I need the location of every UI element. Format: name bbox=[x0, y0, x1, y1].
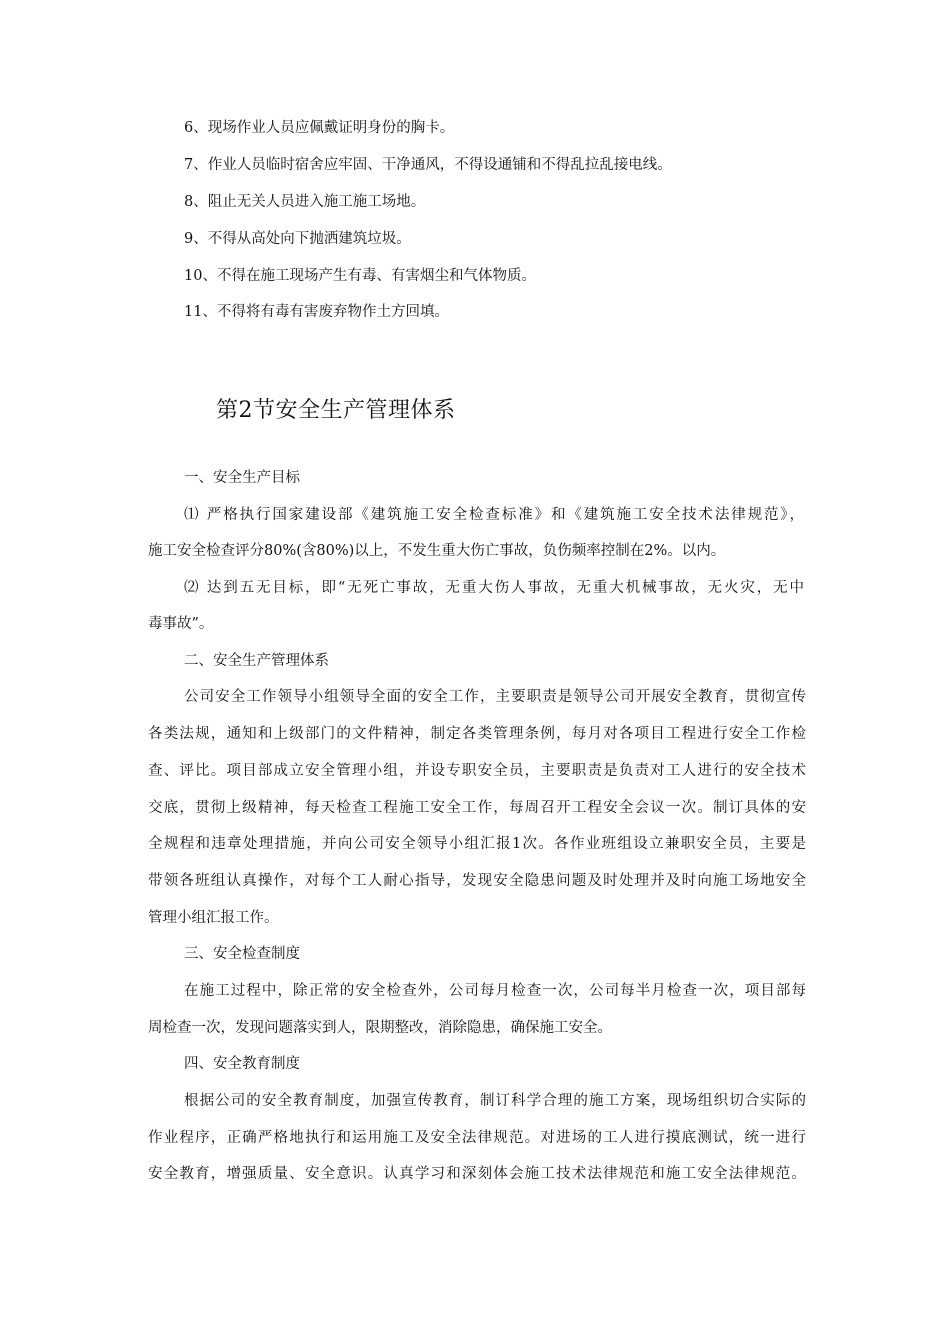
education-paragraph-line: 根据公司的安全教育制度，加强宣传教育，制订科学合理的施工方案，现场组织切合实际的 bbox=[184, 1093, 806, 1109]
system-paragraph-line: 交底，贯彻上级精神，每天检查工程施工安全工作，每周召开工程安全会议一次。制订具体的安 bbox=[148, 800, 806, 816]
subsection-title-goals: 一、安全生产目标 bbox=[184, 470, 300, 486]
list-item-7: 7、作业人员临时宿舍应牢固、干净通风，不得设通铺和不得乱拉乱接电线。 bbox=[184, 157, 672, 173]
section-title: 第2节安全生产管理体系 bbox=[216, 398, 456, 423]
system-paragraph-line: 查、评比。项目部成立安全管理小组，并设专职安全员，主要职责是负责对工人进行的安全技术 bbox=[148, 763, 806, 779]
education-paragraph-line: 安全教育，增强质量、安全意识。认真学习和深刻体会施工技术法律规范和施工安全法律规范。 bbox=[148, 1166, 806, 1182]
list-item-8: 8、阻止无关人员进入施工施工场地。 bbox=[184, 194, 426, 210]
list-item-9: 9、不得从高处向下抛洒建筑垃圾。 bbox=[184, 231, 411, 247]
inspection-paragraph-line: 在施工过程中，除正常的安全检查外，公司每月检查一次，公司每半月检查一次，项目部每 bbox=[184, 983, 806, 999]
goal-1-line-1: ⑴ 严格执行国家建设部《建筑施工安全检查标准》和《建筑施工安全技术法律规范》， bbox=[184, 507, 804, 523]
inspection-paragraph-line: 周检查一次，发现问题落实到人，限期整改，消除隐患，确保施工安全。 bbox=[148, 1020, 612, 1036]
list-item-11: 11、不得将有毒有害废弃物作土方回填。 bbox=[184, 304, 449, 320]
system-paragraph-line: 管理小组汇报工作。 bbox=[148, 910, 279, 926]
education-paragraph-line: 作业程序，正确严格地执行和运用施工及安全法律规范。对进场的工人进行摸底测试，统一进行 bbox=[148, 1130, 806, 1146]
goal-1-line-2: 施工安全检查评分80%(含80%)以上，不发生重大伤亡事故，负伤频率控制在2%。以内。 bbox=[148, 543, 726, 559]
subsection-title-inspection: 三、安全检查制度 bbox=[184, 946, 300, 962]
subsection-title-system: 二、安全生产管理体系 bbox=[184, 653, 329, 669]
system-paragraph-line: 全规程和违章处理措施，并向公司安全领导小组汇报1次。各作业班组设立兼职安全员，主要是 bbox=[148, 836, 806, 852]
subsection-title-education: 四、安全教育制度 bbox=[184, 1056, 300, 1072]
goal-2-line-2: 毒事故”。 bbox=[148, 616, 214, 632]
system-paragraph-line: 各类法规，通知和上级部门的文件精神，制定各类管理条例，每月对各项目工程进行安全工作检 bbox=[148, 726, 806, 742]
list-item-10: 10、不得在施工现场产生有毒、有害烟尘和气体物质。 bbox=[184, 268, 536, 284]
goal-2-line-1: ⑵ 达到五无目标，即“无死亡事故，无重大伤人事故，无重大机械事故，无火灾，无中 bbox=[184, 580, 804, 596]
list-item-6: 6、现场作业人员应佩戴证明身份的胸卡。 bbox=[184, 120, 455, 136]
system-paragraph-line: 公司安全工作领导小组领导全面的安全工作，主要职责是领导公司开展安全教育，贯彻宣传 bbox=[184, 689, 806, 705]
system-paragraph-line: 带领各班组认真操作，对每个工人耐心指导，发现安全隐患问题及时处理并及时向施工场地安全 bbox=[148, 873, 806, 889]
